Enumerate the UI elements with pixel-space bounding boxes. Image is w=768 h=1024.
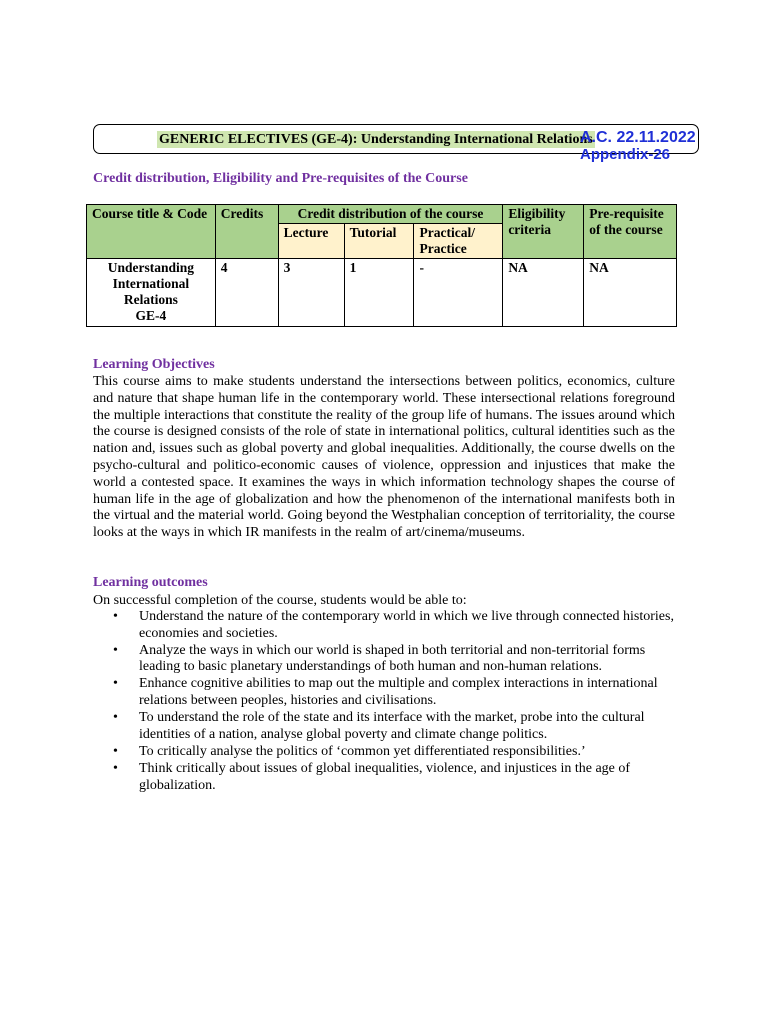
objectives-heading: Learning Objectives xyxy=(93,357,215,372)
cell-tutorial: 1 xyxy=(344,259,414,327)
outcome-text: Understand the nature of the contemporary world in which we live through connected histories, economies and societies. xyxy=(139,609,674,641)
cell-lecture: 3 xyxy=(278,259,344,327)
cell-practical: - xyxy=(414,259,503,327)
outcome-text: To understand the role of the state and its interface with the market, probe into the cultural identities of a nation, analyse global poverty and climate change politics. xyxy=(139,710,645,742)
appendix-label: Appendix-26 xyxy=(580,146,671,163)
list-item xyxy=(93,676,683,709)
bullet: • xyxy=(113,609,118,624)
list-item xyxy=(93,710,683,743)
table-row xyxy=(87,259,677,327)
header-lecture: Lecture xyxy=(278,224,344,259)
ac-stamp xyxy=(580,130,696,163)
outcome-text: Enhance cognitive abilities to map out the multiple and complex interactions in international relations between peoples, histories and civilisations. xyxy=(139,676,658,709)
course-title-banner: GENERIC ELECTIVES (GE-4): Understanding International Relations xyxy=(159,132,593,147)
header-practical: Practical/ Practice xyxy=(414,224,503,259)
course-title-line: Understanding xyxy=(107,260,195,275)
credit-table xyxy=(86,204,677,327)
header-tutorial: Tutorial xyxy=(344,224,414,259)
outcome-text: To critically analyse the politics of ‘common yet differentiated responsibilities.’ xyxy=(139,743,586,759)
bullet: • xyxy=(113,760,118,776)
header-prerequisite: Pre-requisite of the course xyxy=(584,205,677,259)
list-item xyxy=(93,761,683,794)
header-eligibility: Eligibility criteria xyxy=(503,205,584,259)
course-title-line: International xyxy=(112,276,190,291)
course-code: GE-4 xyxy=(135,308,167,323)
cell-prerequisite: NA xyxy=(584,259,677,327)
outcomes-intro: On successful completion of the course, students would be able to: xyxy=(93,593,467,608)
ac-date: A.C. 22.11.2022 xyxy=(580,129,696,146)
bullet: • xyxy=(113,710,118,726)
outcome-text: Analyze the ways in which our world is shaped in both territorial and non-territorial forms leading to basic planetary understandings of both human and non-human relations. xyxy=(139,642,646,675)
list-item xyxy=(93,609,683,642)
list-item xyxy=(93,744,683,761)
credit-section-heading: Credit distribution, Eligibility and Pre-requisites of the Course xyxy=(93,171,468,186)
bullet: • xyxy=(113,743,118,759)
bullet: • xyxy=(113,676,118,692)
course-title-line: Relations xyxy=(123,292,178,307)
objectives-paragraph: This course aims to make students understand the intersections between politics, economics, culture and nature that shape human life in the contemporary world. These intersectional relations foreground the multiple interactions that constitute the reality of the group life of humans. The issues around which the course is designed consists of the role of state in international politics, cultural identities such as the nation and, issues such as global poverty and global inequalities. Additionally, the course dwells on the psycho-cultural and politico-economic causes of violence, oppression and injustices that make the world a contested space. It examines the ways in which information technology shapes the course of human life in the age of globalization and how the phenomenon of the international manifests both in the virtual and the material world. Going beyond the Westphalian conception of territoriality, the course looks at the ways in which IR manifests in the realm of art/cinema/museums. xyxy=(93,374,675,541)
cell-course-title xyxy=(87,259,216,327)
cell-eligibility: NA xyxy=(503,259,584,327)
header-course-title: Course title & Code xyxy=(87,205,216,259)
outcome-text: Think critically about issues of global inequalities, violence, and injustices in the age of globalization. xyxy=(139,760,631,793)
outcomes-heading: Learning outcomes xyxy=(93,575,208,590)
header-credits: Credits xyxy=(215,205,278,259)
list-item xyxy=(93,643,683,676)
outcomes-list xyxy=(93,609,683,795)
cell-credits: 4 xyxy=(215,259,278,327)
header-credit-distribution: Credit distribution of the course xyxy=(278,205,503,224)
bullet: • xyxy=(113,642,118,658)
